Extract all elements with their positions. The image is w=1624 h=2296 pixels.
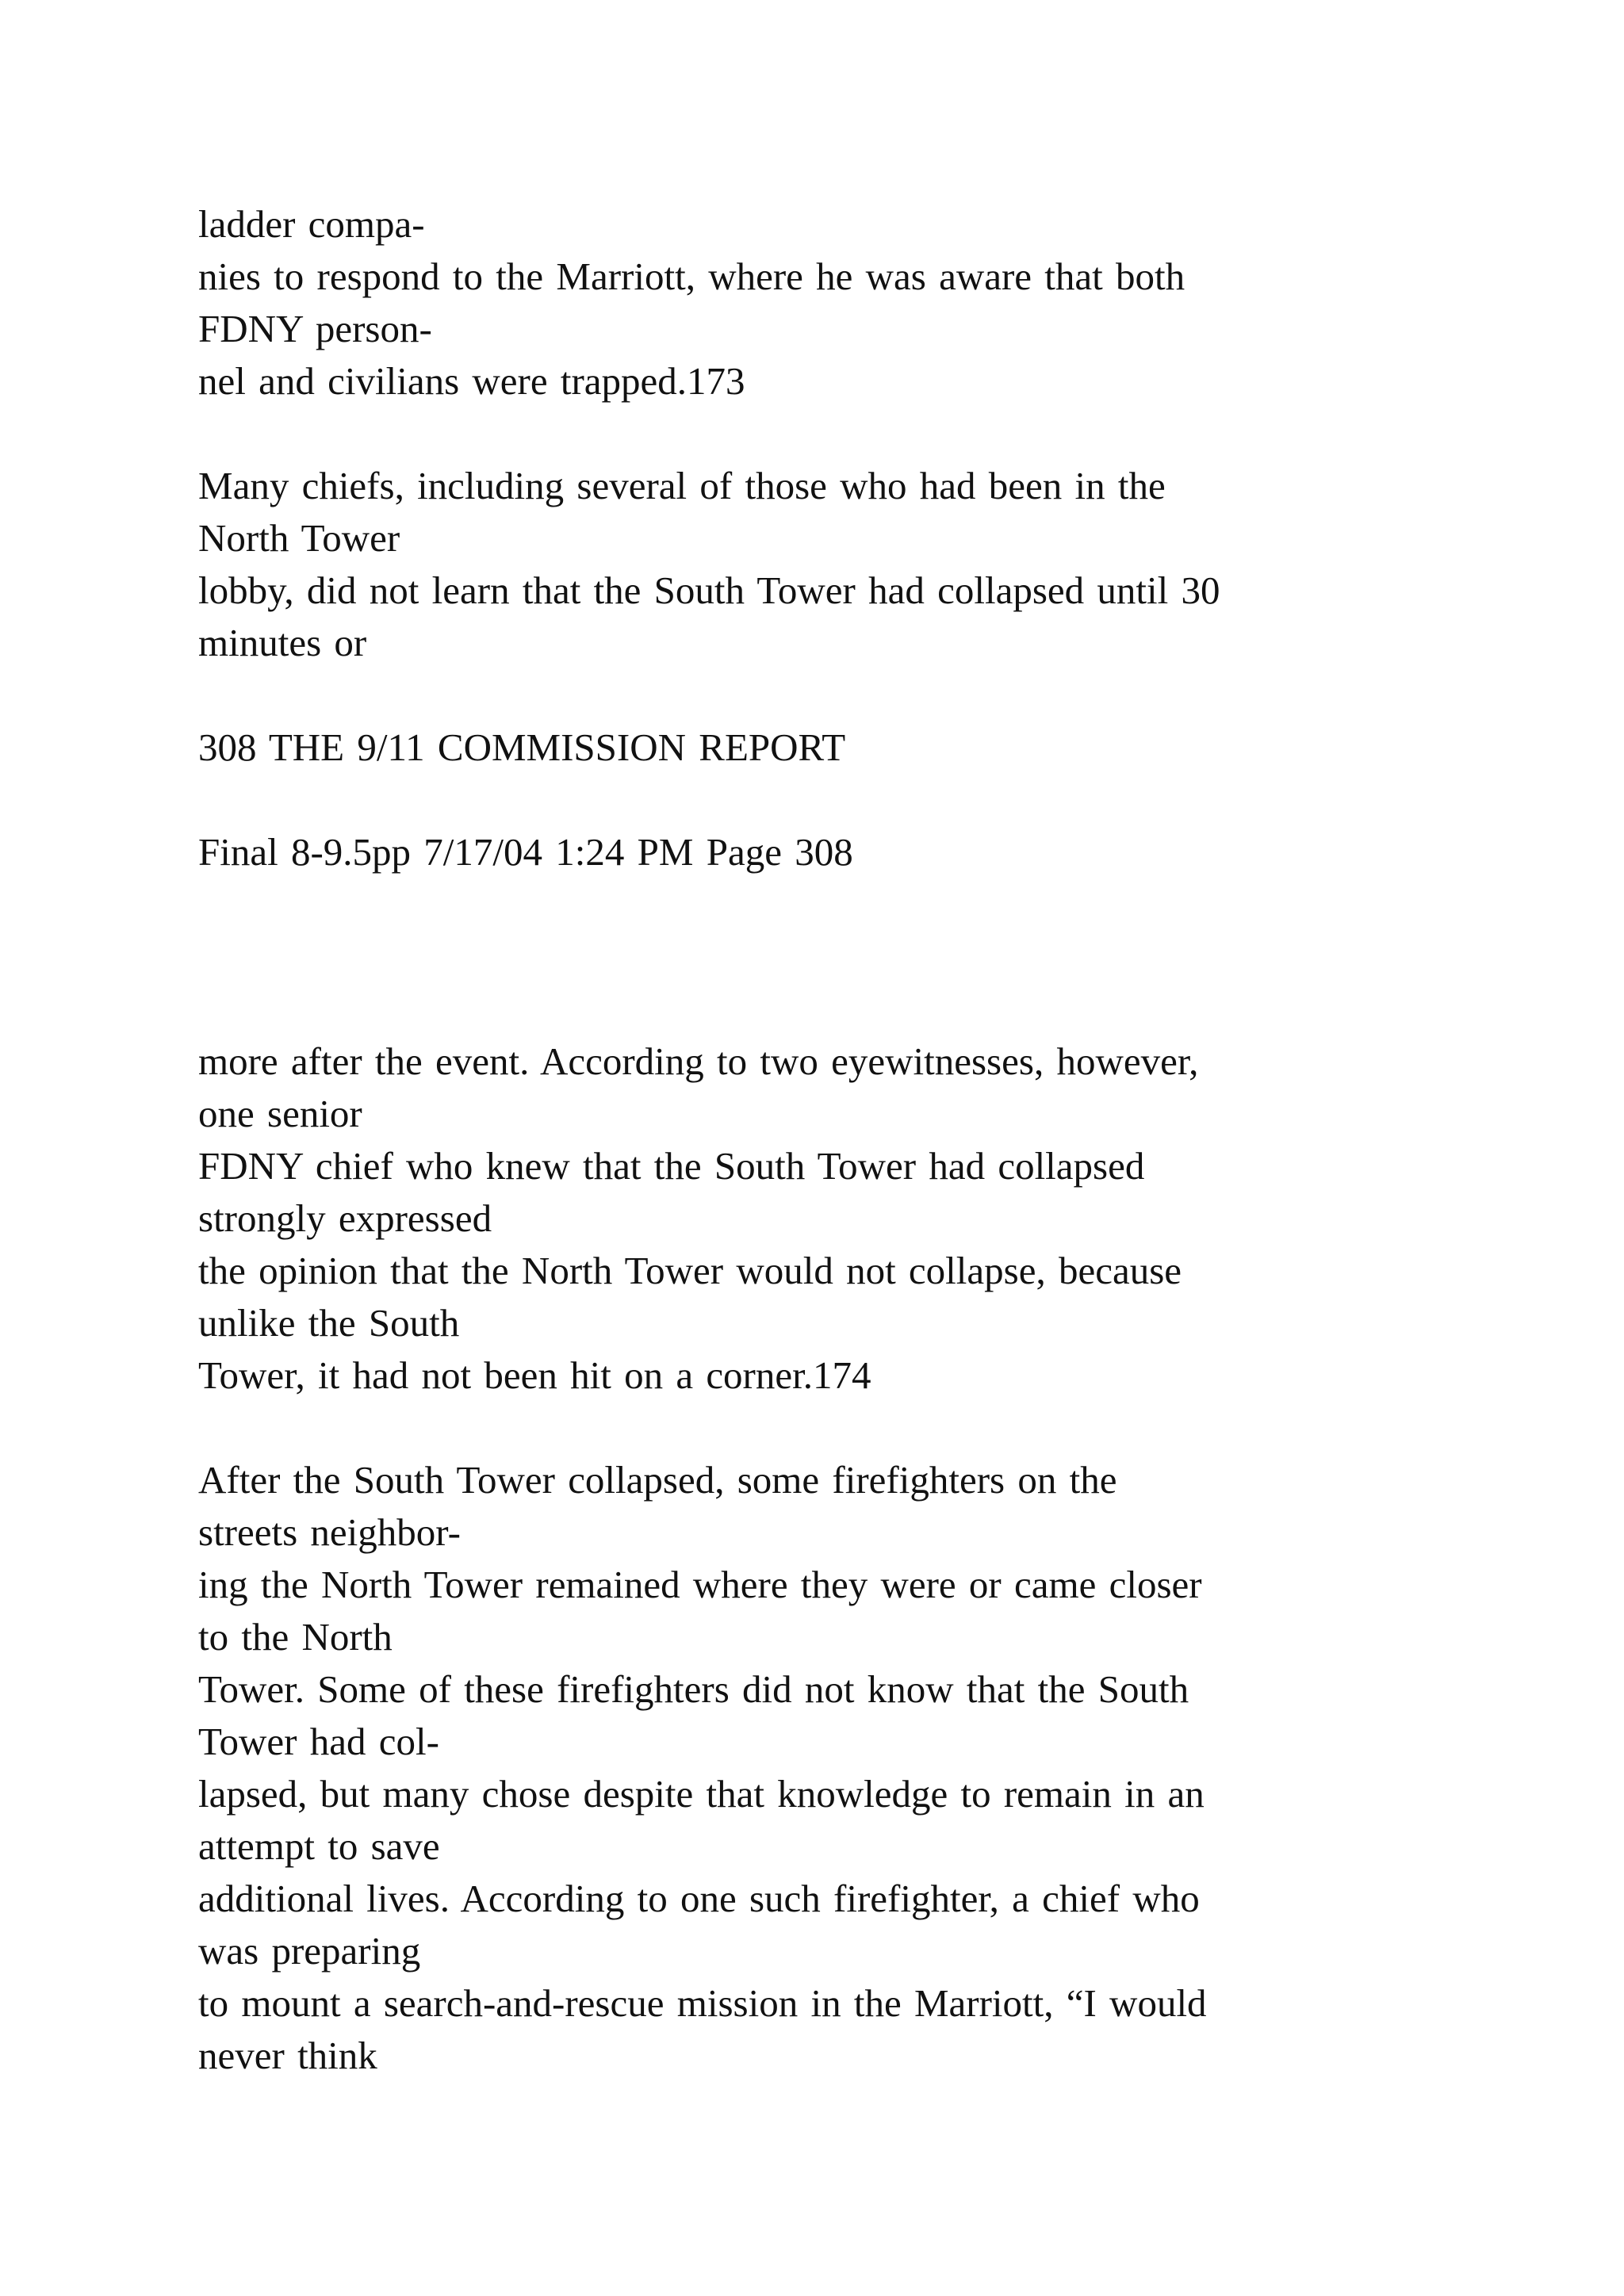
- text-line: streets neighbor-: [198, 1510, 461, 1554]
- footer-gap: [198, 774, 1467, 826]
- text-line: never think: [198, 2034, 377, 2077]
- text-line: Tower had col-: [198, 1720, 439, 1763]
- text-line: North Tower: [198, 516, 400, 560]
- text-line: ladder compa-: [198, 202, 425, 246]
- text-line: ing the North Tower remained where they were or came closer: [198, 1563, 1202, 1606]
- text-line: one senior: [198, 1092, 362, 1135]
- paragraph-after-collapse: [198, 1454, 1467, 2082]
- text-line: Many chiefs, including several of those who had been in the: [198, 464, 1166, 507]
- text-line: After the South Tower collapsed, some firefighters on the: [198, 1458, 1117, 1502]
- text-line: nies to respond to the Marriott, where he was aware that both: [198, 254, 1185, 298]
- text-line: attempt to save: [198, 1824, 440, 1868]
- text-line: minutes or: [198, 621, 367, 664]
- print-info: Final 8-9.5pp 7/17/04 1:24 PM Page 308: [198, 830, 853, 874]
- text-line: nel and civilians were trapped.173: [198, 359, 745, 403]
- document-page: [198, 198, 1467, 2082]
- text-line: was preparing: [198, 1929, 421, 1973]
- paragraph-more-after: [198, 1035, 1467, 1402]
- text-line: FDNY chief who knew that the South Tower had collapsed: [198, 1144, 1145, 1188]
- paragraph-many-chiefs: [198, 460, 1467, 669]
- text-line: to mount a search-and-rescue mission in the Marriott, “I would: [198, 1981, 1207, 2025]
- text-line: additional lives. According to one such firefighter, a chief who: [198, 1877, 1200, 1920]
- paragraph-gap: [198, 408, 1467, 460]
- text-line: the opinion that the North Tower would not collapse, because: [198, 1249, 1182, 1292]
- text-line: lapsed, but many chose despite that knowledge to remain in an: [198, 1772, 1205, 1816]
- paragraph-gap: [198, 1402, 1467, 1454]
- text-line: unlike the South: [198, 1301, 460, 1345]
- running-head: 308 THE 9/11 COMMISSION REPORT: [198, 725, 846, 769]
- paragraph-marriott-continuation: [198, 198, 1467, 408]
- text-line: Tower. Some of these firefighters did not know that the South: [198, 1667, 1189, 1711]
- text-line: more after the event. According to two eyewitnesses, however,: [198, 1039, 1199, 1083]
- text-line: strongly expressed: [198, 1196, 492, 1240]
- text-line: lobby, did not learn that the South Tower had collapsed until 30: [198, 568, 1220, 612]
- text-line: to the North: [198, 1615, 393, 1659]
- text-line: FDNY person-: [198, 307, 432, 350]
- paragraph-gap: [198, 669, 1467, 721]
- page-break-gap: [198, 878, 1467, 1035]
- page-footer: [198, 721, 1467, 878]
- text-line: Tower, it had not been hit on a corner.174: [198, 1353, 871, 1397]
